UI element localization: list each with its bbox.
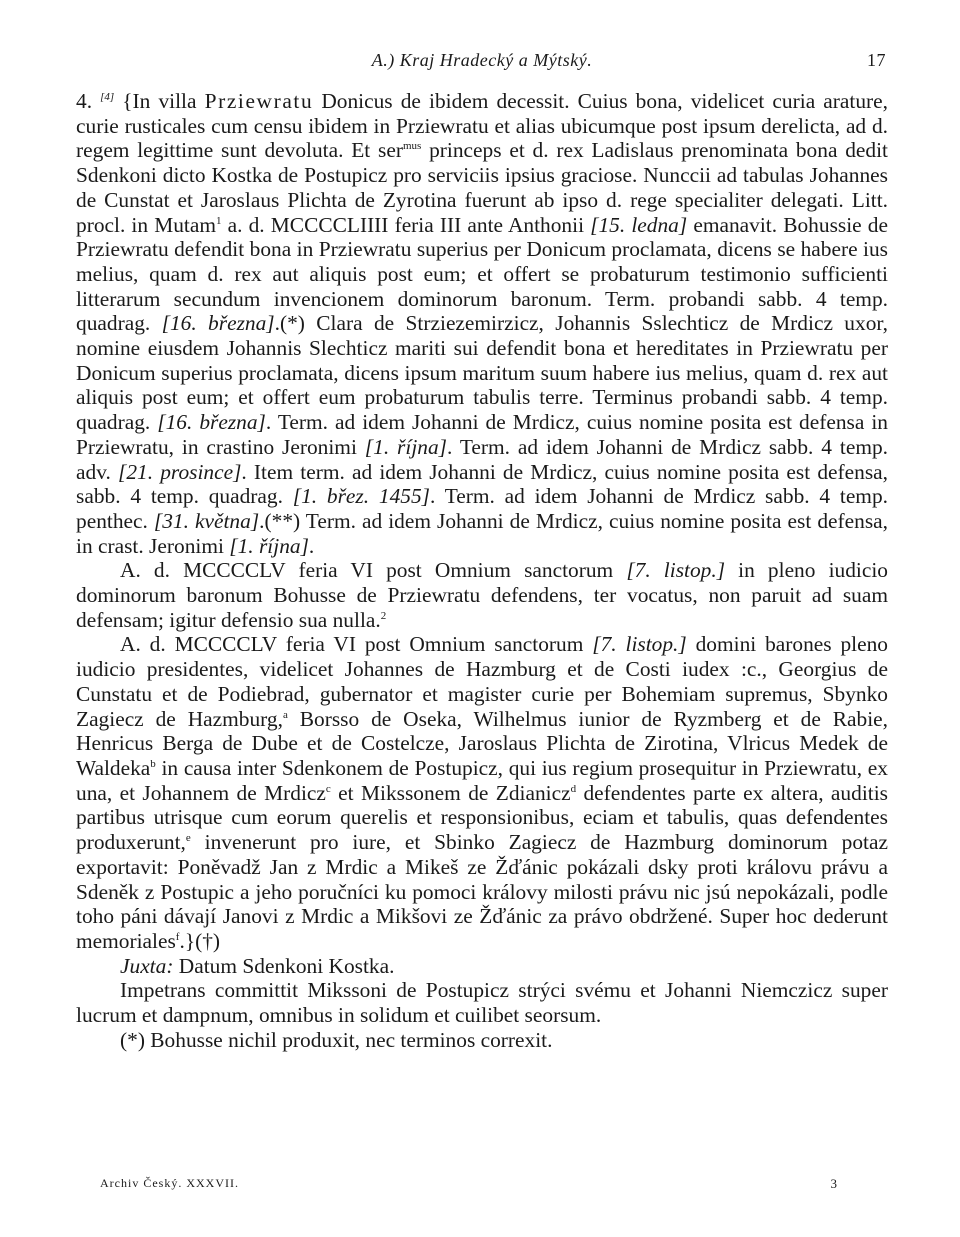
- footnote-ref: e: [185, 831, 191, 844]
- paragraph-juxta: Juxta: Datum Sdenkoni Kostka.: [120, 953, 395, 978]
- signature-mark: 3: [830, 1176, 838, 1191]
- header-title: A.) Kraj Hradecký a Mýtský.: [371, 50, 593, 70]
- entry-number: 4.: [76, 89, 93, 113]
- date-gloss: [15. ledna]: [590, 212, 688, 237]
- footnote-note: (*) Bohusse nichil produxit, nec terminos correxit.: [120, 1027, 553, 1052]
- footnote-ref: 1: [216, 214, 222, 227]
- paragraph-defensio: A. d. MCCCCLV feria VI post Omnium sanctorum [7. listop.] in pleno iudicio dominorum baronum Bohusse de Prziewratu defendens, ter vocatus, non paruit ad suam defensam; igitur defensio sua nulla.$^2$: [76, 558, 888, 632]
- main-text: [76, 89, 888, 1052]
- footnote-ref: b: [150, 757, 156, 770]
- page-footer: [100, 1176, 888, 1194]
- date-gloss: [7. listop.]: [592, 632, 687, 657]
- superscript: mus: [402, 140, 422, 153]
- date-gloss: [1. října]: [364, 434, 447, 459]
- paragraph-impetrans: Impetrans committit Mikssoni de Postupicz strýci svému et Johanni Niemczicz super lucrum et dampnum, omnibus in solidum et cuilibet seorsum.: [76, 978, 888, 1028]
- date-gloss: [7. listop.]: [626, 558, 726, 583]
- date-gloss: [31. května]: [153, 508, 260, 533]
- running-header: [76, 50, 888, 74]
- footnote-ref: d: [570, 782, 577, 795]
- paragraph-entry: 4. [4] {In villa Prziewratu Donicus de ibidem decessit. Cuius bona, videlicet curia arature, curie rusticales cum censu ibidem in Prziewratu et alias ubicumque post ipsum derelicta, ad d. regem legittime sunt devoluta. Et ser$^{mus}$ princeps et d. rex Ladislaus prenominata bona dedit Sdenkoni dicto Kostka de Postupicz pro serviciis ipsius graciose. Nunccii ad tabulas Johannes de Cunstat et Jaroslaus Plichta de Zyrotina fuerunt ab ipso d. rege specialiter delegati. Litt. procl. in Mutam$^1$ a. d. MCCCCLIIII feria III ante Anthonii [15. ledna] emanavit. Bohussie de Prziewratu defendit bona in Prziewratu superius per Donicum proclamata, dicens se habere ius melius, quam d. rex aut aliquis post eum; et offert se probaturum testimonio sufficienti litterarum secundum invencionem dominorum baronum. Term. probandi sabb. 4 temp. quadrag. [16. března].(*) Clara de Strziezemirzicz, Johannis Sslechticz de Mrdicz uxor, nomine eiusdem Johannis Slechticz mariti sui defendit bona et hereditates in Prziewratu per Donicum superius proclamata, dicens ipsum maritum suum habere ius melius, quam d. rex aut aliquis post eum; et offert eum probaturum tabulis terre. Terminus probandi sabb. 4 temp. quadrag. [16. března]. Term. ad idem Johanni de Mrdicz, cuius nomine posita est defensa in Prziewratu, in crastino Jeronimi [1. října]. Term. ad idem Johanni de Mrdicz sabb. 4 temp. adv. [21. prosince]. Item term. ad idem Johanni de Mrdicz, cuius nomine posita est defensa, sabb. 4 temp. quadrag. [1. břez. 1455]. Term. ad idem Johanni de Mrdicz sabb. 4 temp. penthec. [31. května].(**) Term. ad idem Johanni de Mrdicz, cuius nomine posita est defensa, in crast. Jeronimi [1. října].: [76, 89, 889, 558]
- juxta-label: Juxta:: [120, 953, 174, 978]
- date-gloss: [1. břez. 1455]: [292, 484, 430, 509]
- page-number: 17: [867, 50, 886, 70]
- paragraph-judgement: A. d. MCCCCLV feria VI post Omnium sanctorum [7. listop.] domini barones pleno iudicio presidentes, videlicet Johannes de Hazmburg et de Costi iudex :c., Georgius de Cunstatu et de Podiebrad, gubernator et magister curie per Bohemiam supremus, Sbynko Zagiecz de Hazmburg,$^a$ Borsso de Oseka, Wilhelmus iunior de Ryzmberg et de Rabie, Henricus Berga de Dube et de Costelcze, Jaroslaus Plichta de Zirotina, Vlricus Medek de Waldeka$^b$ in causa inter Sdenkonem de Postupicz, qui ius regium prosequitur in Prziewratu, ex una, et Johannem de Mrdicz$^c$ et Mikssonem de Zdianicz$^d$ defendentes parte ex altera, auditis partibus utrisque cum eorum querelis et responsionibus, eciam et tabulis, quas defendentes produxerunt,$^e$ invenerunt pro iure, et Sbinko Zagiecz de Hazmburg dominorum potaz exportavit: Poněvadž Jan z Mrdic a Mikeš ze Žďánic pokázali dsky proti královu právu a Sdeněk z Postupic a jeho poručníci ku pomoci královy milosti právu nic jsú nepokázali, podle toho páni dávají Janovi z Mrdic a Mikšovi ze Žďánic za právo obdržené. Super hoc dederunt memoriales$^f$.}(†): [76, 632, 889, 953]
- date-gloss: [16. března]: [157, 410, 266, 435]
- date-gloss: [1. října]: [229, 533, 309, 558]
- footnote-ref: c: [325, 782, 331, 795]
- spaced-name: Prziewratu: [204, 89, 314, 113]
- date-gloss: [21. prosince]: [118, 459, 242, 484]
- footer-series: Archiv Český. XXXVII.: [100, 1176, 239, 1190]
- footnote-ref: 2: [380, 609, 387, 622]
- date-gloss: [16. března]: [161, 311, 275, 336]
- document-page: [76, 0, 888, 1237]
- footnote-ref: a: [282, 708, 288, 721]
- entry-ref: [4]: [100, 90, 115, 103]
- footnote-ref: f: [175, 930, 180, 943]
